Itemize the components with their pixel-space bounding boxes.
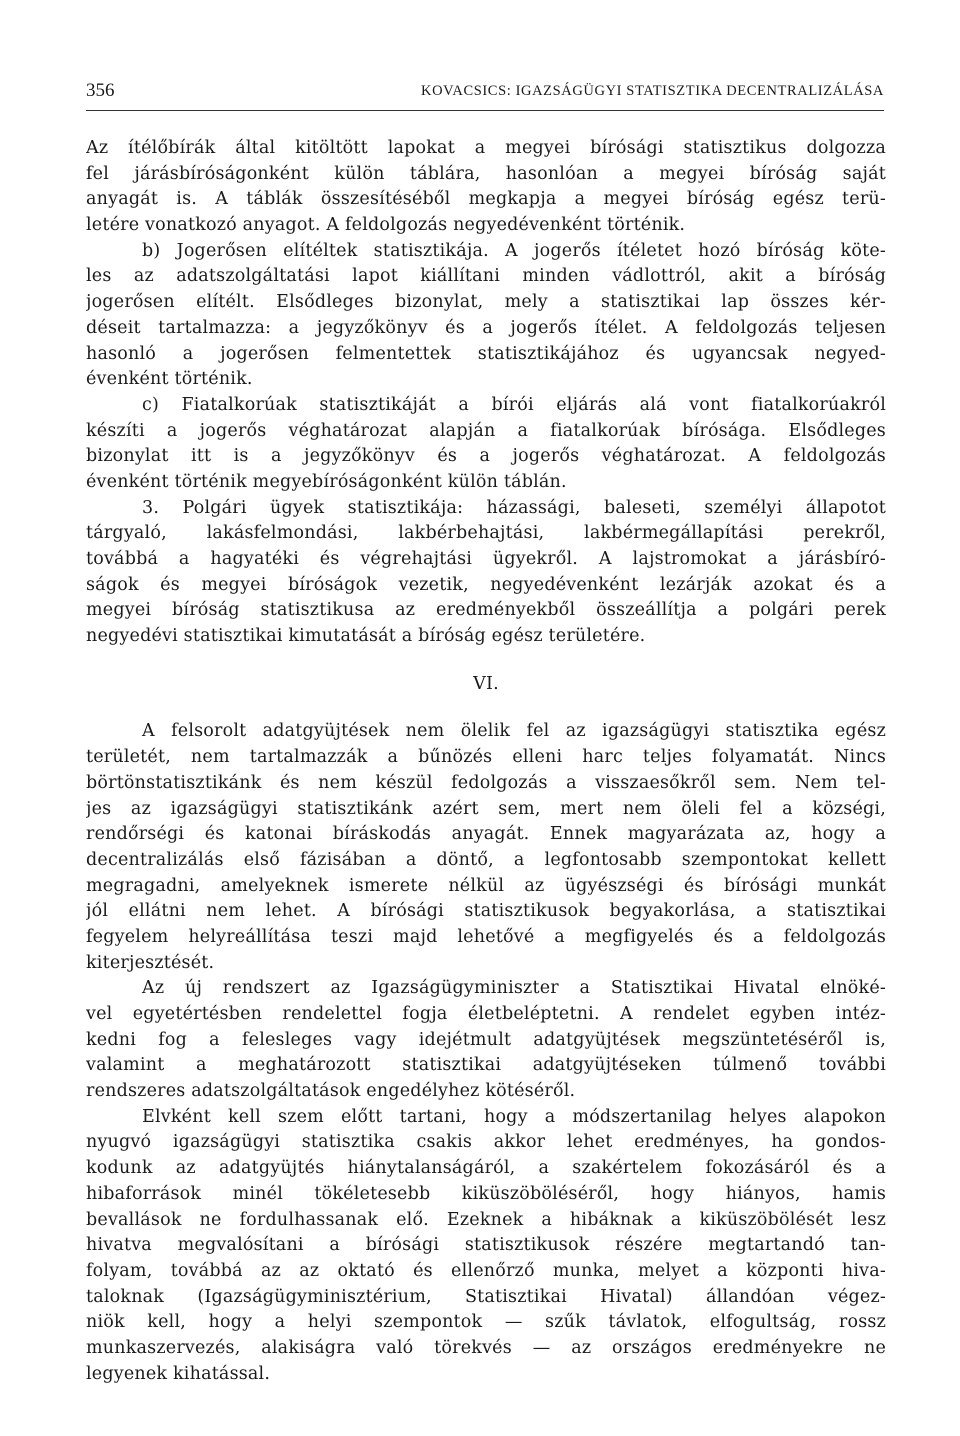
text-line: legyenek kihatással. xyxy=(86,1363,271,1384)
text-line: les az adatszolgáltatási lapot kiállítani minden vádlottról, akit a bíróság xyxy=(86,266,886,287)
text-line: készíti a jogerős véghatározat alapján a fiatalkorúak bírósága. Elsődleges xyxy=(86,420,886,441)
text-line: decentralizálás első fázisában a döntő, a legfontosabb szempontokat kellett xyxy=(86,849,886,870)
page-header xyxy=(86,80,884,111)
text-line: Az ítélőbírák által kitöltött lapokat a megyei bírósági statisztikus dolgozza xyxy=(86,138,886,158)
section-heading: VI. xyxy=(473,673,499,694)
text-line: ságok és megyei bíróságok vezetik, negyedévenként lezárják azokat és a xyxy=(86,574,886,595)
text-line: kiterjesztését. xyxy=(86,952,215,973)
text-line: fegyelem helyreállítása teszi majd lehetővé a megfigyelés és a feldolgozás xyxy=(86,926,886,947)
text-line: megyei bíróság statisztikusa az eredményekből összeállítja a polgári perek xyxy=(86,600,886,621)
text-line: Az új rendszert az Igazságügyminiszter a Statisztikai Hivatal elnöké- xyxy=(142,978,886,999)
text-line: negyedévi statisztikai kimutatását a bíróság egész területére. xyxy=(86,626,646,647)
text-line: hivatva megvalósítani a bírósági statisztikusok részére megtartandó tan- xyxy=(86,1235,886,1256)
text-line: anyagát is. A táblák összesítéséből megkapja a megyei bíróság egész terü- xyxy=(86,189,886,210)
text-line: c) Fiatalkorúak statisztikáját a bírói eljárás alá vont fiatalkorúakról xyxy=(142,394,886,415)
text-line: rendőrségi és katonai bíráskodás anyagát. Ennek magyarázata az, hogy a xyxy=(86,824,886,845)
body-text xyxy=(86,136,886,1387)
text-line: Elvként kell szem előtt tartani, hogy a módszertanilag helyes alapokon xyxy=(142,1106,886,1127)
text-line: kedni fog a felesleges vagy idejétmult adatgyüjtések megszüntetéséről is, xyxy=(86,1029,886,1050)
text-line: bevallások ne fordulhassanak elő. Ezeknek a hibáknak a kiküszöbölését lesz xyxy=(86,1209,886,1230)
text-line: megragadni, amelyeknek ismerete nélkül az ügyészségi és bírósági munkát xyxy=(86,875,886,896)
text-line: folyam, továbbá az az oktató és ellenőrző munka, melyet a központi hiva- xyxy=(86,1260,886,1281)
text-line: 3. Polgári ügyek statisztikája: házassági, baleseti, személyi állapotot xyxy=(142,497,886,518)
text-line: továbbá a hagyatéki és végrehajtási ügyekről. A lajstromokat a járásbíró- xyxy=(86,549,886,569)
text-line: területét, nem tartalmazzák a bűnözés elleni harc teljes folyamatát. Nincs xyxy=(86,747,886,768)
text-line: börtönstatisztikánk és nem készül fedolgozás a visszaesőkről sem. Nem tel- xyxy=(86,772,886,793)
page-number: 356 xyxy=(86,80,115,101)
text-line: jogerősen elítélt. Elsődleges bizonylat, mely a statisztikai lap összes kér- xyxy=(86,292,886,313)
text-line: A felsorolt adatgyüjtések nem ölelik fel az igazságügyi statisztika egész xyxy=(142,721,886,742)
section-gap xyxy=(86,650,886,672)
text-line: déseit tartalmazza: a jegyzőkönyv és a jogerős ítélet. A feldolgozás teljesen xyxy=(86,317,886,338)
text-line: hibaforrások minél tökéletesebb kiküszöböléséről, hogy hiányos, hamis xyxy=(86,1183,886,1204)
text-line: rendszeres adatszolgáltatások engedélyhez kötéséről. xyxy=(86,1081,576,1102)
running-head: KOVACSICS: IGAZSÁGÜGYI STATISZTIKA DECENTRALIZÁLÁSA xyxy=(421,83,884,99)
text-line: niök kell, hogy a helyi szempontok — szűk távlatok, elfogultság, rossz xyxy=(86,1312,886,1333)
text-line: kodunk az adatgyüjtés hiánytalanságáról, a szakértelem fokozásáról és a xyxy=(86,1158,886,1179)
text-line: jes az igazságügyi statisztikánk azért sem, mert nem öleli fel a községi, xyxy=(86,798,886,819)
section-gap xyxy=(86,697,886,719)
text-line: hasonló a jogerősen felmentettek statisztikájához és ugyancsak negyed- xyxy=(86,343,886,364)
text-line: taloknak (Igazságügyminisztérium, Statisztikai Hivatal) állandóan végez- xyxy=(86,1286,886,1307)
text-line: tárgyaló, lakásfelmondási, lakbérbehajtási, lakbérmegállapítási perekről, xyxy=(86,523,886,544)
text-line: munkaszervezés, alakiságra való törekvés — az országos eredményekre ne xyxy=(86,1337,886,1358)
text-line: bizonylat itt is a jegyzőkönyv és a jogerős véghatározat. A feldolgozás xyxy=(86,446,886,467)
text-line: nyugvó igazságügyi statisztika csakis akkor lehet eredményes, ha gondos- xyxy=(86,1132,886,1153)
text-line: fel járásbíróságonként külön táblára, hasonlóan a megyei bíróság saját xyxy=(86,163,886,184)
text-line: valamint a meghatározott statisztikai adatgyüjtéseken túlmenő további xyxy=(86,1055,886,1076)
text-line: vel egyetértésben rendelettel fogja életbeléptetni. A rendelet egyben intéz- xyxy=(86,1004,886,1024)
text-line: letére vonatkozó anyagot. A feldolgozás negyedévenként történik. xyxy=(86,215,686,236)
text-line: jól ellátni nem lehet. A bírósági statisztikusok begyakorlása, a statisztikai xyxy=(86,901,886,922)
text-line: b) Jogerősen elítéltek statisztikája. A jogerős ítéletet hozó bíróság köte- xyxy=(142,240,886,261)
text-line: évenként történik. xyxy=(86,369,253,390)
text-line: évenként történik megyebíróságonként külön táblán. xyxy=(86,471,567,492)
